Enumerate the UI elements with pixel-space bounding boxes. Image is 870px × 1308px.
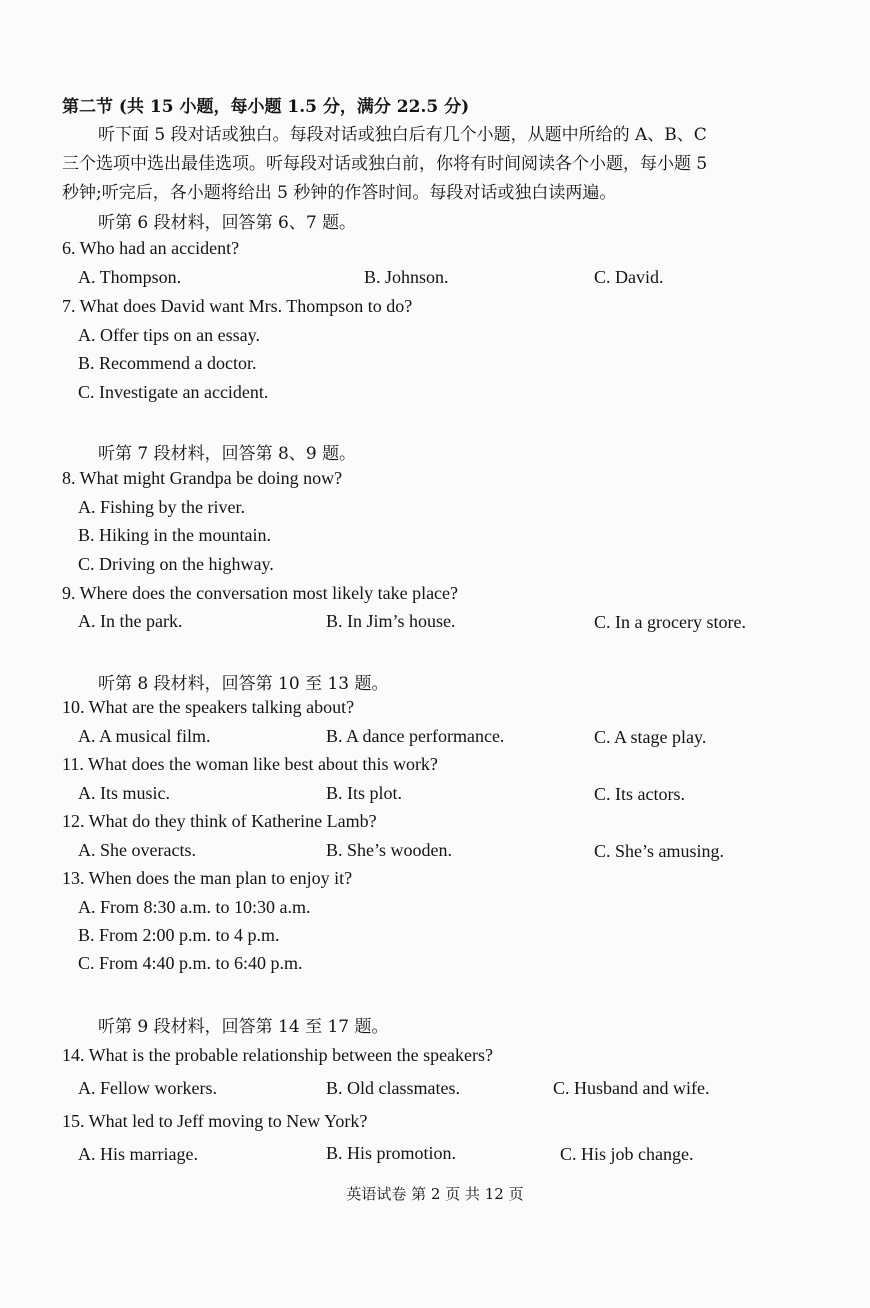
passage-heading: 听第 8 段材料，回答第 10 至 13 题。 (98, 674, 389, 694)
option-c: C. Driving on the highway. (78, 554, 274, 574)
question-stem: 14. What is the probable relationship between the speakers? (62, 1045, 494, 1065)
option-c: C. Its actors. (594, 784, 685, 804)
question-stem: 7. What does David want Mrs. Thompson to do? (62, 296, 413, 316)
question-stem: 12. What do they think of Katherine Lamb? (62, 811, 377, 831)
question-stem: 9. Where does the conversation most likely take place? (62, 583, 459, 603)
option-c: C. She’s amusing. (594, 841, 725, 861)
option-a: A. Thompson. (78, 267, 182, 287)
instructions-line: 三个选项中选出最佳选项。听每段对话或独白前，你将有时间阅读各个小题，每小题 5 (62, 154, 708, 174)
option-a: A. Offer tips on an essay. (78, 325, 260, 345)
option-c: C. A stage play. (594, 727, 707, 747)
question-stem: 8. What might Grandpa be doing now? (62, 468, 343, 488)
passage-heading: 听第 7 段材料，回答第 8、9 题。 (98, 444, 357, 464)
option-a: A. A musical film. (78, 726, 211, 746)
option-c: C. Investigate an accident. (78, 382, 269, 402)
question-stem: 13. When does the man plan to enjoy it? (62, 868, 353, 888)
question-stem: 6. Who had an accident? (62, 238, 240, 258)
option-a: A. His marriage. (78, 1144, 198, 1164)
option-b: B. A dance performance. (326, 726, 505, 746)
option-c: C. His job change. (560, 1144, 694, 1164)
question-stem: 15. What led to Jeff moving to New York? (62, 1111, 368, 1131)
option-c: C. Husband and wife. (553, 1078, 710, 1098)
option-a: A. She overacts. (78, 840, 196, 860)
option-c: C. From 4:40 p.m. to 6:40 p.m. (78, 953, 303, 973)
option-a: A. In the park. (78, 611, 183, 631)
option-a: A. Fishing by the river. (78, 497, 245, 517)
option-b: B. In Jim’s house. (326, 611, 456, 631)
option-a: A. Its music. (78, 783, 170, 803)
option-c: C. David. (594, 267, 664, 287)
option-b: B. Hiking in the mountain. (78, 525, 271, 545)
option-b: B. Old classmates. (326, 1078, 460, 1098)
passage-heading: 听第 9 段材料，回答第 14 至 17 题。 (98, 1017, 389, 1037)
section-title: 第二节 (共 15 小题，每小题 1.5 分，满分 22.5 分) (62, 97, 470, 117)
option-a: A. Fellow workers. (78, 1078, 217, 1098)
option-b: B. Its plot. (326, 783, 403, 803)
option-b: B. Recommend a doctor. (78, 353, 257, 373)
instructions-line: 听下面 5 段对话或独白。每段对话或独白后有几个小题，从题中所给的 A、B、C (98, 125, 707, 145)
question-stem: 10. What are the speakers talking about? (62, 697, 355, 717)
option-b: B. Johnson. (364, 267, 449, 287)
option-b: B. She’s wooden. (326, 840, 452, 860)
page-footer: 英语试卷 第 2 页 共 12 页 (346, 1185, 524, 1203)
question-stem: 11. What does the woman like best about this work? (62, 754, 438, 774)
option-c: C. In a grocery store. (594, 612, 746, 632)
section-instructions (62, 121, 802, 208)
option-b: B. His promotion. (326, 1143, 457, 1163)
option-a: A. From 8:30 a.m. to 10:30 a.m. (78, 897, 311, 917)
passage-heading: 听第 6 段材料，回答第 6、7 题。 (98, 213, 357, 233)
option-b: B. From 2:00 p.m. to 4 p.m. (78, 925, 280, 945)
instructions-line: 秒钟;听完后，各小题将给出 5 秒钟的作答时间。每段对话或独白读两遍。 (62, 183, 617, 203)
